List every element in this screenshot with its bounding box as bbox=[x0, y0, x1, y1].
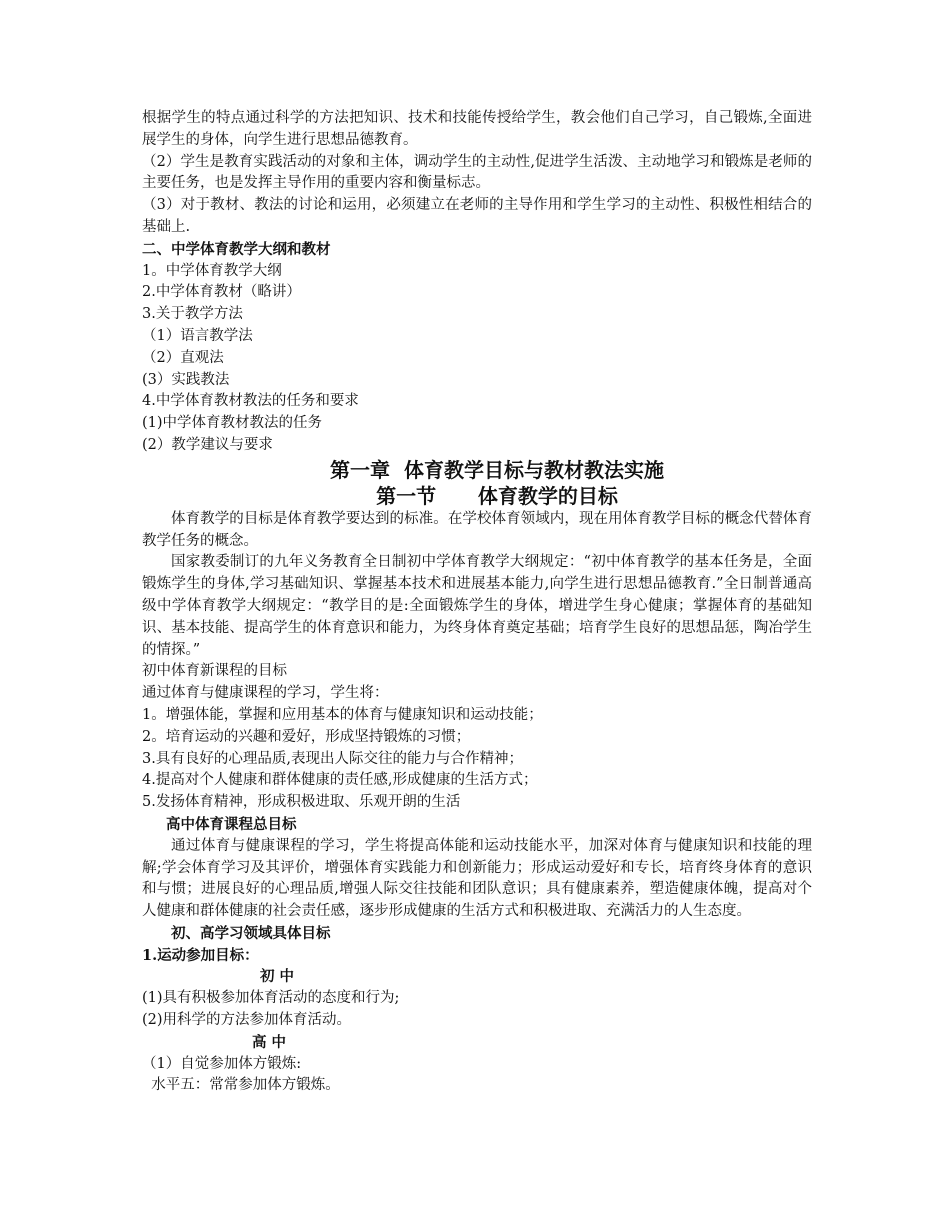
list-item: 3.关于教学方法 bbox=[142, 306, 243, 323]
list-item: （1）自觉参加体方锻炼: bbox=[142, 1055, 302, 1072]
list-item: (1)具有积极参加体育活动的态度和行为; bbox=[142, 990, 400, 1007]
list-item: 1。增强体能，掌握和应用基本的体育与健康知识和运动技能； bbox=[142, 706, 543, 723]
intro-paragraph-3: （3）对于教材、教法的讨论和运用，必须建立在老师的主导作用和学生学习的主动性、积极性相结合的基础上. bbox=[142, 197, 812, 235]
list-item: 水平五：常常参加体方锻炼。 bbox=[142, 1077, 340, 1094]
section-title: 第一节 体育教学的目标 bbox=[376, 483, 618, 508]
junior-goals-heading: 初中体育新课程的目标 bbox=[142, 663, 287, 680]
senior-label: 高 中 bbox=[252, 1033, 287, 1051]
goal-1-heading: 1.运动参加目标： bbox=[142, 946, 259, 964]
senior-goals-heading: 高中体育课程总目标 bbox=[166, 815, 297, 833]
section-2-heading: 二、中学体育教学大纲和教材 bbox=[142, 240, 331, 258]
list-item: 4.提高对个人健康和群体健康的责任感,形成健康的生活方式； bbox=[142, 772, 538, 789]
junior-label: 初 中 bbox=[260, 968, 295, 986]
list-item: （2）直观法 bbox=[142, 349, 224, 366]
list-item: 5.发扬体育精神，形成积极进取、乐观开朗的生活 bbox=[142, 794, 461, 811]
list-item: (2)用科学的方法参加体育活动。 bbox=[142, 1012, 352, 1029]
body-paragraph-1: 体育教学的目标是体育教学要达到的标准。在学校体育领域内，现在用体育教学目标的概念代替体育教学任务的概念。 bbox=[142, 510, 812, 549]
intro-paragraph-2: （2）学生是教育实践活动的对象和主体，调动学生的主动性,促进学生活泼、主动地学习和锻炼是老师的主要任务，也是发挥主导作用的重要内容和衡量标志。 bbox=[142, 153, 812, 192]
list-item: 1。中学体育教学大纲 bbox=[142, 262, 282, 279]
document-page bbox=[142, 108, 812, 1097]
junior-goals-lead: 通过体育与健康课程的学习，学生将： bbox=[142, 685, 389, 702]
intro-paragraph-1: 根据学生的特点通过科学的方法把知识、技术和技能传授给学生，教会他们自己学习，自己锻炼,全面进展学生的身体，向学生进行思想品德教育。 bbox=[142, 110, 812, 148]
chapter-title: 第一章 体育教学目标与教材教法实施 bbox=[330, 457, 664, 482]
list-item: (1)中学体育教材教法的任务 bbox=[142, 415, 323, 432]
list-item: 4.中学体育教材教法的任务和要求 bbox=[142, 393, 359, 410]
list-item: 2。培育运动的兴趣和爱好，形成坚持锻炼的习惯； bbox=[142, 728, 471, 745]
list-item: （1）语言教学法 bbox=[142, 327, 253, 344]
list-item: 2.中学体育教材（略讲） bbox=[142, 284, 301, 301]
list-item: 3.具有良好的心理品质,表现出人际交往的能力与合作精神； bbox=[142, 750, 523, 767]
senior-goals-paragraph: 通过体育与健康课程的学习，学生将提高体能和运动技能水平，加深对体育与健康知识和技能的理解;学会体育学习及其评价，增强体育实践能力和创新能力；形成运动爱好和专长，培育终身体育的意识和与惯；进展良好的心理品质,增强人际交往技能和团队意识；具有健康素养，塑造健康体魄，提高对个人健康和群体健康的社会责任感，逐步形成健康的生活方式和积极进取、充满活力的人生态度。 bbox=[142, 837, 812, 920]
body-paragraph-2: 国家教委制订的九年义务教育全日制初中学体育教学大纲规定：“初中体育教学的基本任务是，全面锻炼学生的身体,学习基础知识、掌握基本技术和进展基本能力,向学生进行思想品德教育.”全日制普通高级中学体育教学大纲规定：“教学目的是:全面锻炼学生的身体，增进学生身心健康；掌握体育的基础知识、基本技能、提高学生的体育意识和能力，为终身体育奠定基础；培育学生良好的思想品惩，陶冶学生的情探。” bbox=[142, 554, 812, 658]
domain-goals-heading: 初、高学习领域具体目标 bbox=[171, 924, 331, 942]
list-item: (3）实践教法 bbox=[142, 371, 230, 388]
list-item: (2）教学建议与要求 bbox=[142, 436, 273, 453]
